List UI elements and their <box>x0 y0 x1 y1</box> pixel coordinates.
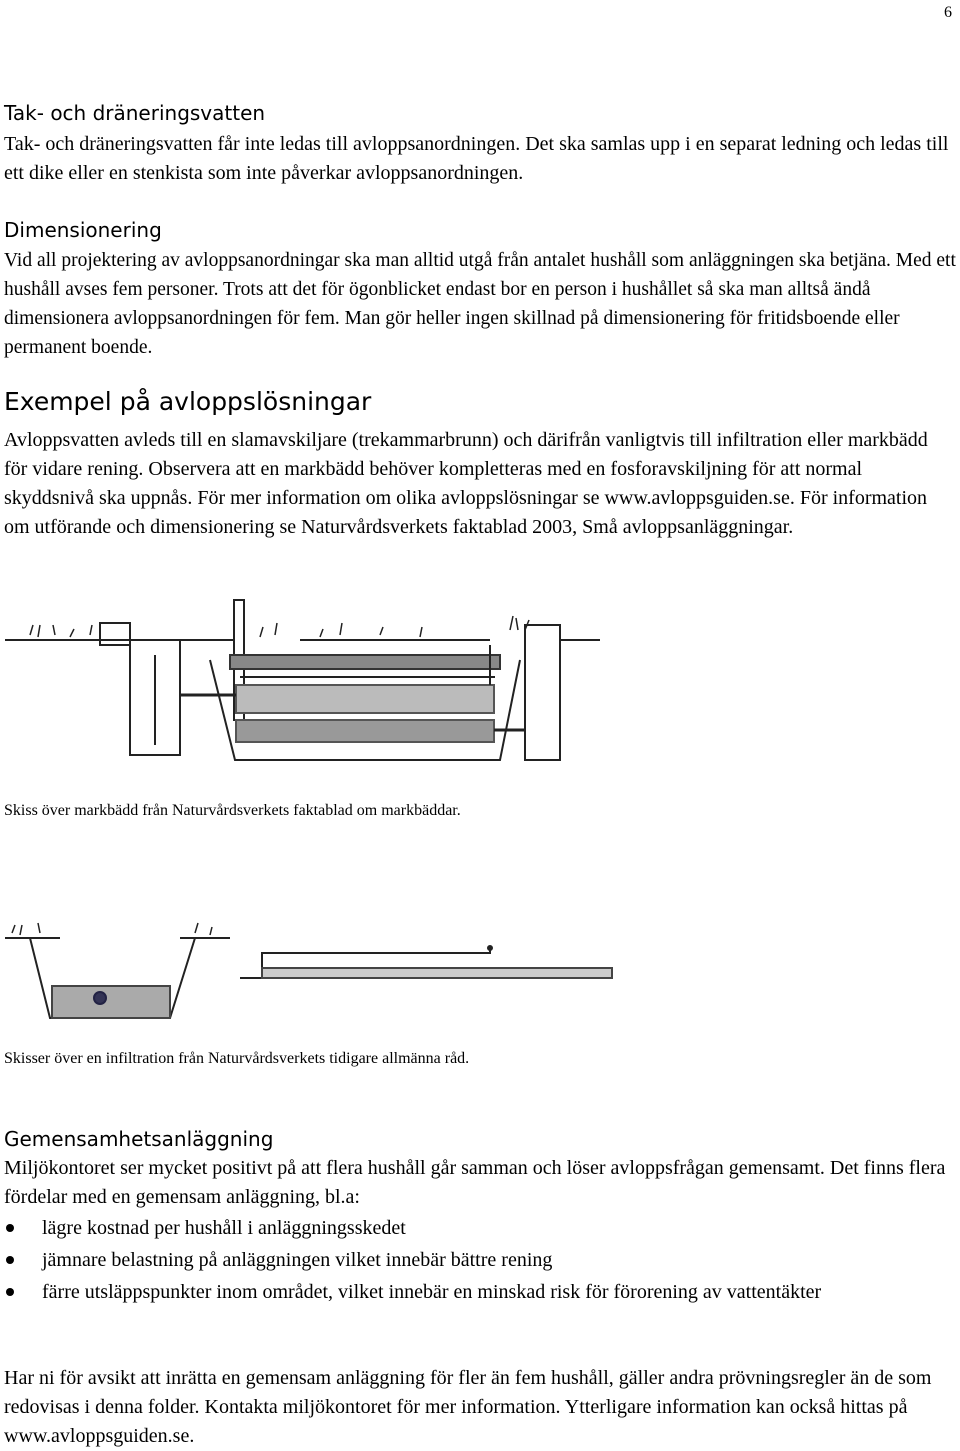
section-heading-dimensionering: Dimensionering <box>4 218 162 242</box>
section-heading-tak: Tak- och dräneringsvatten <box>4 101 266 125</box>
markbadd-sketch-image <box>0 585 610 775</box>
section-text-tak: Tak- och dräneringsvatten får inte ledas till avloppsanordningen. Det ska samlas upp i en separat ledning och ledas till ett dike eller en stenkista som inte påverkar avloppsanordningen. <box>4 133 949 184</box>
section-text-dimensionering: Vid all projektering av avloppsanordningar ska man alltid utgå från antalet hushåll som anläggningen ska betjäna. Med ett hushåll avses fem personer. Trots att det för ögonblicket endast bor en person i hushållet så ska man alltså ändå dimensionera avloppsanordningen för fem. Man gör heller ingen skillnad på dimensionering för fritidsboende eller permanent boende. <box>4 250 956 358</box>
figure-caption-markbadd: Skiss över markbädd från Naturvårdsverkets faktablad om markbäddar. <box>4 802 461 819</box>
list-item-text: färre utsläppspunkter inom området, vilket innebär en minskad risk för förorening av vattentäkter <box>42 1281 822 1303</box>
section-heading-exempel: Exempel på avloppslösningar <box>4 387 372 416</box>
infiltration-sketch-image <box>0 908 620 1028</box>
section-text-gemensam-closing: Har ni för avsikt att inrätta en gemensam anläggning för fler än fem hushåll, gäller andra prövningsregler än de som redovisas i denna folder. Kontakta miljökontoret för mer information. Ytterligare information kan också hittas på www.avloppsguiden.se. <box>4 1367 932 1447</box>
list-item <box>4 1278 956 1307</box>
list-item <box>4 1214 956 1243</box>
figure-caption-infiltration: Skisser över en infiltration från Naturvårdsverkets tidigare allmänna råd. <box>4 1050 470 1067</box>
bullet-icon <box>6 1224 14 1232</box>
advantages-list <box>4 1214 956 1310</box>
page-number: 6 <box>944 4 952 21</box>
bullet-icon <box>6 1256 14 1264</box>
list-item-text: lägre kostnad per hushåll i anläggningsskedet <box>42 1217 406 1239</box>
section-heading-gemensam: Gemensamhetsanläggning <box>4 1127 274 1151</box>
section-text-exempel: Avloppsvatten avleds till en slamavskiljare (trekammarbrunn) och därifrån vanligtvis till infiltration eller markbädd för vidare rening. Observera att en markbädd behöver kompletteras med en fosforavskiljning för att normal skyddsnivå ska uppnås. För mer information om olika avloppslösningar se www.avloppsguiden.se. För information om utförande och dimensionering se Naturvårdsverkets faktablad 2003, Små avloppsanläggningar. <box>4 429 928 538</box>
section-text-gemensam-intro: Miljökontoret ser mycket positivt på att flera hushåll går samman och löser avloppsfrågan gemensamt. Det finns flera fördelar med en gemensam anläggning, bl.a: <box>4 1157 946 1208</box>
list-item <box>4 1246 956 1275</box>
list-item-text: jämnare belastning på anläggningen vilket innebär bättre rening <box>42 1249 553 1271</box>
bullet-icon <box>6 1288 14 1296</box>
